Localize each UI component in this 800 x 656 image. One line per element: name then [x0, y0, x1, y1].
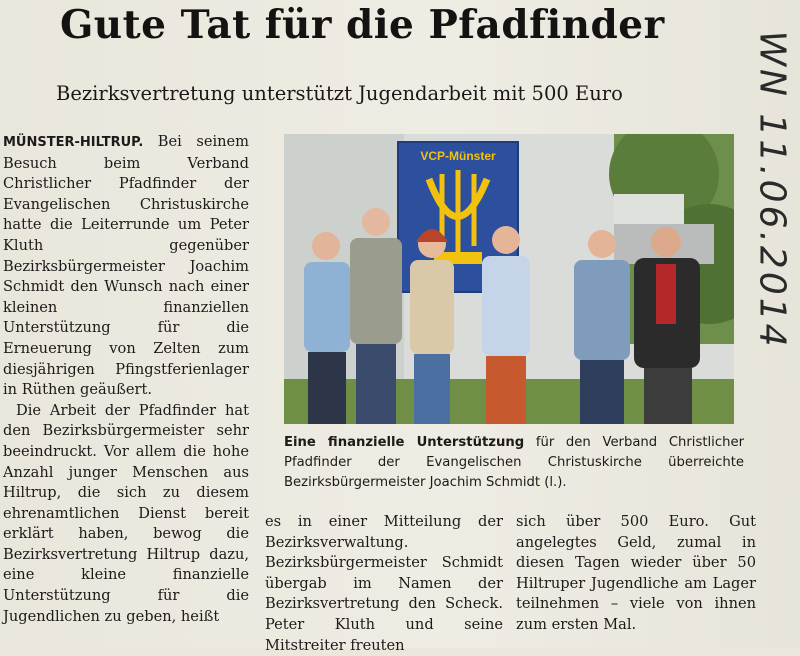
paragraph-1: [3, 132, 249, 401]
caption-lead: Eine finanzielle Unterstützung: [284, 435, 525, 450]
headline: Gute Tat für die Pfadfinder: [60, 2, 665, 48]
dateline: MÜNSTER-HILTRUP.: [3, 135, 144, 150]
person-2: [350, 208, 402, 424]
photo-caption: [284, 433, 744, 493]
paragraph-2: Die Arbeit der Pfadfinder hat den Bezirksbürgermeister sehr beeindruckt. Vor allem die hohe Anzahl junger Menschen aus Hiltrup, die sich zu diesem ehrenamtlichen Dienst bereit erklärt haben, bewog die Bezirksvertretung Hiltrup dazu, eine kleine finanzielle Unterstützung für die Jugendlichen zu geben, heißt: [3, 401, 249, 625]
article-photo: [284, 134, 734, 424]
banner-text: VCP-Münster: [420, 149, 496, 163]
article-column-2: [265, 512, 503, 656]
paragraph-1-text: Bei seinem Besuch beim Verband Christlicher Pfadfinder der Evangelischen Christuskirche hatte die Leiterrunde um Peter Kluth gegenüber Bezirksbürgermeister Joachim Schmidt den Wunsch nach einer kleinen finanziellen Unterstützung für die Erneuerung von Zelten zum diesjährigen Pfingstferienlager in Rüthen geäußert.: [3, 133, 249, 399]
article-column-3: [516, 512, 756, 636]
caption-text: für den Verband Christlicher Pfadfinder der Evangelischen Christuskirche überreichte Bezirksbürgermeister Joachim Schmidt (l.).: [284, 435, 744, 490]
handwritten-date-note: [742, 30, 800, 350]
group-photo-illustration: [284, 134, 734, 424]
column-2-text: es in einer Mitteilung der Bezirksverwaltung. Bezirksbürgermeister Schmidt übergab im Namen der Bezirksvertretung den Scheck. Peter Kluth und seine Mitstreiter freuten: [265, 513, 503, 654]
article-column-1: [3, 132, 249, 627]
handwritten-date-text: WN 11.06.2014: [751, 30, 793, 350]
column-3-text: sich über 500 Euro. Gut angelegtes Geld, zumal in diesen Tagen wieder über 50 Hiltruper Jugendliche am Lager teilnehmen – viele von ihnen zum ersten Mal.: [516, 513, 756, 633]
subheadline: Bezirksvertretung unterstützt Jugendarbeit mit 500 Euro: [56, 82, 623, 105]
